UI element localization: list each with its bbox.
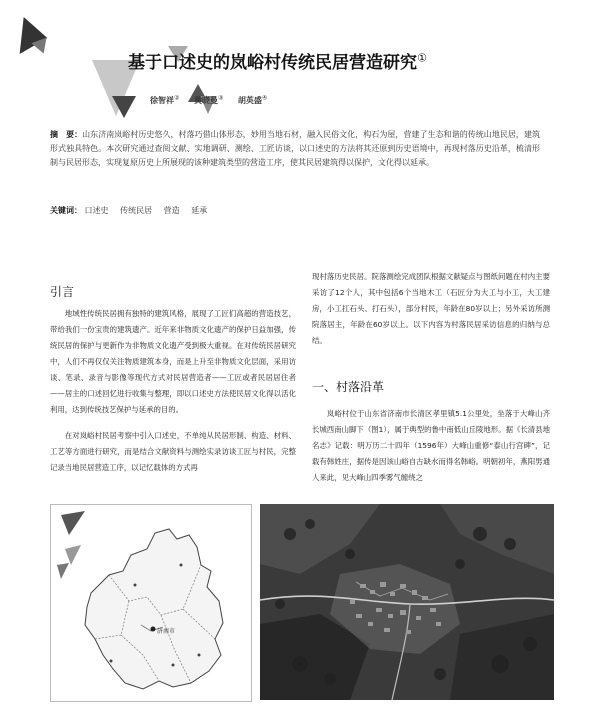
section-heading-history: 一、村落沿革: [312, 380, 385, 394]
town-marker: [172, 664, 175, 667]
map-label-jinan: 济南市: [157, 628, 176, 635]
title-text: 基于口述史的岚峪村传统民居营造研究: [128, 53, 417, 73]
keyword: 营造: [163, 206, 180, 215]
author-list: [150, 94, 279, 106]
paragraph: 现村落历史民居。院落测绘完成团队根据文献疑点与图纸问题在村内主要采访了12个人，其中包括6个当地木工（石匠分为大工与小工，大工建房，小工扛石头、打石头），部分村民，年龄在80岁以上；另外采访所测院落居主，年龄在60岁以上。以下内容为村落民居采访信息的归纳与总结。: [312, 272, 550, 345]
author: [238, 96, 267, 105]
decor-triangle: [61, 511, 85, 535]
abstract-text: 山东济南岚峪村历史悠久，村落巧借山体形态，妙用当地石材，融入民俗文化，构石为屋，营建了生态和谐的传统山地民居，建筑形式独具特色。本次研究通过查阅文献、实地调研、测绘、工匠访谈，以口述史的方法将其还原到历史语境中，再现村落历史沿革，梳清形制与民居形态，实现复原历史上所展现的该种建筑类型的营造工序，使其民居建筑得以保护，文化得以延承。: [50, 130, 541, 167]
author: [194, 96, 223, 105]
paragraph: 在对岚峪村民居考察中引入口述史，不单纯从民居形制、构造、材料、工艺等方面进行研究，而是结合文献资料与测绘实录访谈工匠与村民，完整记录当地民居营造工序，以记忆载体的方式再: [50, 431, 296, 472]
city-marker: [151, 627, 156, 632]
aerial-photo: [260, 504, 554, 700]
town-marker: [180, 564, 183, 567]
decor-triangle: [57, 563, 69, 579]
decor-triangle: [65, 545, 81, 565]
keyword: 传统民居: [120, 206, 153, 215]
keywords-label: 关键词：: [50, 206, 82, 215]
aerial-photo-drawing: [260, 504, 554, 700]
keywords: [50, 205, 216, 216]
decor-triangle: [112, 96, 136, 118]
intro-continuation: [312, 269, 550, 349]
author-mark: ④: [261, 94, 268, 101]
intro-column: [50, 306, 296, 486]
title-note-mark: ①: [417, 51, 427, 65]
abstract: [50, 128, 540, 170]
section-heading-intro: 引言: [50, 285, 75, 299]
location-map: [50, 504, 252, 702]
author-mark: ③: [217, 94, 224, 101]
map-region-outline: [85, 529, 223, 689]
paragraph: 地域性传统民居拥有独特的建筑风格，展现了工匠们高超的营造技艺，带给我们一份宝贵的建筑遗产。近年来非物质文化遗产的保护日益加强，传统民居的保护与更新作为非物质文化遗产受到极大重视。在对传统民居研究中，人们不再仅仅关注物质建筑本身，而是上升至非物质文化层面，采用访谈、笔录、录音与影像等现代方式对民居营造者——工匠或者民居居住者——居主的口述回忆进行收集与整理，即以口述史方法使民居文化得以活化利用，达到传统技艺保护与延承的目的。: [50, 309, 296, 414]
keyword: 口述史: [84, 206, 109, 215]
author: [150, 96, 179, 105]
town-marker: [134, 584, 137, 587]
keyword: 延承: [191, 206, 208, 215]
paper-title: [128, 48, 427, 73]
author-mark: ②: [174, 94, 180, 101]
town-marker: [110, 660, 113, 663]
author-name: 徐智祥: [150, 95, 174, 105]
history-column: [312, 406, 550, 486]
author-name: 胡英盛: [237, 95, 262, 105]
abstract-label: 摘 要：: [50, 130, 83, 139]
author-name: 黄晓曼: [193, 95, 218, 105]
map-drawing: [51, 505, 251, 701]
paragraph: 岚峪村位于山东省济南市长清区孝里镇5.1公里处，坐落于大峰山齐长城西南山脚下（图1），属于典型的鲁中南低山丘陵地形。据《长清县地名志》记载：明万历二十四年（1596年）大峰山重修“泰山行宫碑”，记载有韩姓庄，据传是因该山峪自古缺水而得名韩峪。明朝初年，燕阳男通人来此，见大峰山四季雾气缠绕之: [312, 409, 550, 482]
town-marker: [198, 654, 201, 657]
